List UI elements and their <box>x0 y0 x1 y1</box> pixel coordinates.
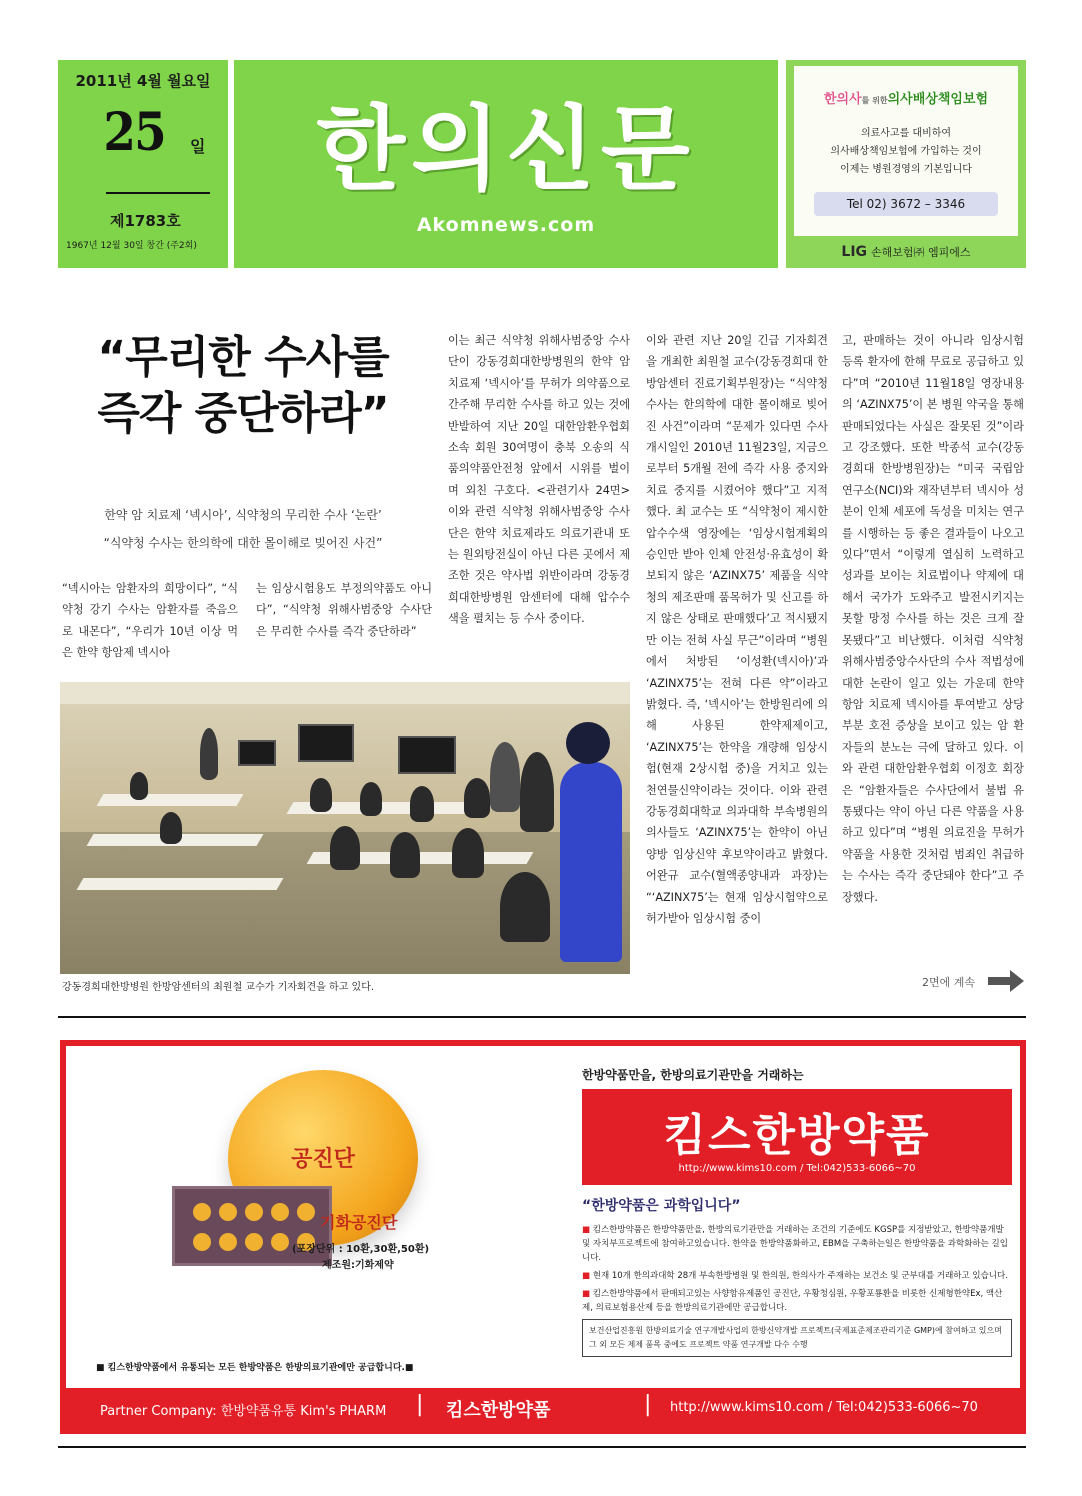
divider <box>58 1446 1026 1448</box>
article-subhead-2: “식약청 수사는 한의학에 대한 몰이해로 빚어진 사건” <box>103 536 383 550</box>
article-column-2: 는 임상시험용도 부정의약품도 아니다”, “식약청 위해사범중앙 수사단은 무리한 수사를 즉각 중단하라” <box>256 582 432 638</box>
newspaper-title: 한의신문 <box>316 95 696 203</box>
arrow-right-icon[interactable] <box>988 970 1024 992</box>
date-box <box>58 60 228 268</box>
divider <box>106 192 210 194</box>
kims-pharm-ad[interactable] <box>60 1040 1026 1434</box>
insurance-ad-panel <box>794 66 1018 236</box>
separator: | <box>644 1392 652 1417</box>
insurance-ad-heading-green: 의사배상책임보험 <box>887 92 989 107</box>
masthead <box>58 60 1026 268</box>
product-spec: (포장단위 : 10환,30환,50환) <box>292 1244 430 1255</box>
list-item: ■ 현재 10개 한의과대학 28개 부속한방병원 및 한의원, 한의사가 주재하는 보건소 및 군부대를 거래하고 있습니다. <box>582 1269 1012 1283</box>
tv-screen-icon <box>238 740 276 766</box>
headline-line-2: 즉각 중단하라” <box>97 388 389 439</box>
press-conference-photo <box>60 682 630 974</box>
insurance-ad-line: 의료사고를 대비하여 <box>860 128 952 139</box>
brand-banner <box>582 1089 1012 1185</box>
lig-logo: LIG <box>841 244 868 260</box>
photographer <box>560 762 622 962</box>
article-subhead-1: 한약 암 치료제 ‘넥시아’, 식약청의 무리한 수사 ‘논란’ <box>104 508 382 522</box>
orange-label: 공진단 <box>291 1147 355 1172</box>
separator: | <box>416 1392 424 1417</box>
ad-right-panel <box>582 1066 1012 1357</box>
ad-bullet-list <box>582 1223 1012 1315</box>
ad-box-note: 보건산업진흥원 한방의료기술 연구개발사업의 한방신약개발 프로젝트(국제표준제조관리기준 GMP)에 참여하고 있으며 그 외 모든 제제 품목 중에도 프로젝트 약품 연구개발 다수 수행 <box>582 1319 1012 1357</box>
brand-url[interactable]: http://www.kims10.com / Tel:042)533-6066~70 <box>678 1163 916 1174</box>
article-column-3: 이는 최근 식약청 위해사범중앙 수사단이 강동경희대한방병원의 한약 암 치료제 ‘넥시아’를 무허가 의약품으로 간주해 무리한 수사를 하고 있는 것에 반발하여 지난 20일 대한암환우협회 소속 회원 30여명이 충북 오송의 식품의약품안전청 앞에서 시위를 벌이며 외친 구호다. <관련기사 24면> 이와 관련 식약청 위해사범중앙 수사단은 한약 치료제라도 의료기관내 또는 원외탕전실이 아닌 다른 곳에서 제조한 것은 약사법 위반이라며 강동경희대한방병원 암센터에 대해 압수수색을 펼치는 등 수사 중이다. <box>448 334 630 626</box>
brand-name: 킴스한방약품 <box>663 1110 931 1161</box>
ad-tagline: 한방약품만을, 한방의료기관만을 거래하는 <box>582 1068 804 1082</box>
footer-url[interactable]: http://www.kims10.com / Tel:042)533-6066~70 <box>670 1400 978 1415</box>
list-item: ■ 킴스한방약품에서 판매되고있는 사향함유제품인 공진단, 우황청심원, 우황포룡환을 비롯한 신제형한약Ex, 액산제, 의료보험용산제 등을 한방의료기관에만 공급합니다. <box>582 1287 1012 1315</box>
partner-label: Partner Company: 한방약품유통 Kim's PHARM <box>100 1404 387 1419</box>
tv-screen-icon <box>398 736 456 774</box>
headline-line-1: “무리한 수사를 <box>97 332 389 383</box>
insurance-ad-line: 의사배상책임보험에 가입하는 것이 <box>830 146 982 157</box>
ad-footer-bar <box>66 1388 1020 1428</box>
insurance-ad-heading <box>794 88 1018 107</box>
article-column-4: 이와 관련 지난 20일 긴급 기자회견을 개최한 최원철 교수(강동경희대 한방암센터 진료기획부원장)는 “식약청 수사는 한의학에 대한 몰이해로 빚어진 사건”이라며 “문제가 있다면 수사 개시일인 2010년 11월23일, 지금으로부터 5개월 전에 즉각 사용 중지와 치료 중지를 시켰어야 했다”고 지적했다. 최 교수는 또 “식약청이 제시한 압수수색 영장에는 ‘임상시험계획의 승인만 받아 인체 안전성·유효성이 확보되지 않은 ‘AZINX75’ 제품을 식약청의 제조판매 품목허가 및 신고를 하지 않은 상태로 판매했다’고 적시됐지만 이는 전혀 사실 무근”이라며 “병원에서 처방된 ‘이성환(넥시아)’과 ‘AZINX75’는 전혀 다른 약”이라고 밝혔다. 즉, ‘넥시아’는 한방원리에 의해 사용된 한약제제이고, ‘AZINX75’는 한약을 개량해 임상시험(현재 2상시험 중)을 거치고 있는 천연물신약이라는 것이다. 이와 관련 강동경희대학교 의과대학 부속병원의 의사들도 ‘AZINX75’는 한약이 아닌 양방 임상신약 후보약이라고 밝혔다. 어완규 교수(혈액종양내과 과장)는 “‘AZINX75’는 현재 임상시험약으로 허가받아 임상시험 중이 <box>646 334 828 925</box>
insurance-ad-tel: Tel 02) 3672 – 3346 <box>814 192 998 216</box>
insurance-ad-heading-small: 를 위한 <box>861 96 888 105</box>
issue-number: 제1783호 <box>110 212 181 230</box>
product-name: 기화공진단 <box>320 1213 398 1232</box>
photo-caption: 강동경희대한방병원 한방암센터의 최원철 교수가 기자회견을 하고 있다. <box>62 982 375 993</box>
list-item: ■ 킴스한방약품은 한방약품만을, 한방의료기관만을 거래하는 조건의 기준에도 KGSP를 지정받았고, 한방약품개발 및 자치부프로젝트에 참여하고있습니다. 한약을 한방약품화하고, EBM을 구축하는일은 한방약품을 과학화하는 길입니다. <box>582 1223 1012 1265</box>
tv-screen-icon <box>298 724 354 762</box>
divider <box>58 1016 1026 1018</box>
insurance-ad-heading-pink: 한의사 <box>823 92 862 107</box>
speaker <box>200 728 218 780</box>
insurance-ad-logo <box>786 244 1026 260</box>
product-maker: 제조원:기화제약 <box>322 1260 394 1271</box>
continue-label[interactable]: 2면에 계속 <box>922 976 975 989</box>
day-suffix: 일 <box>190 137 206 156</box>
title-box <box>234 60 778 268</box>
article-column-5: 고, 판매하는 것이 아니라 임상시험 등록 환자에 한해 무료로 공급하고 있다”며 “2010년 11월18일 영장내용의 ‘AZINX75’이 본 병원 약국을 통해 판매되었다는 사실은 잘못된 것”이라고 강조했다. 또한 박종석 교수(강동경희대 한방병원장)는 “미국 국립암연구소(NCI)와 재작년부터 넥시아 성분이 인체 세포에 독성을 미치는 연구를 시행하는 등 좋은 결과들이 나오고 있다”면서 “이렇게 열심히 노력하고 성과를 보이는 치료법이나 약제에 대해서 국가가 도와주고 발전시키지는 못할 망정 수사를 하는 것은 크게 잘못됐다”고 비난했다. 이처럼 식약청 위해사범중앙수사단의 수사 적법성에 대한 논란이 일고 있는 가운데 한약 항암 치료제 넥시아를 투여받고 상당 부분 호전 증상을 보이고 있는 암 환자들의 분노는 극에 달하고 있다. 이와 관련 대한암환우협회 이정호 회장은 “암환자들은 수사단에서 불법 유통됐다는 약이 아닌 다른 약품을 사용하고 있다”며 “병원 의료진을 무허가 약품을 사용한 것처럼 범죄인 취급하는 수사는 즉각 중단돼야 한다”고 주장했다. <box>842 334 1024 904</box>
newspaper-url[interactable]: Akomnews.com <box>416 214 596 236</box>
footer-brand: 킴스한방약품 <box>446 1400 551 1421</box>
ad-slogan: “한방약품은 과학입니다” <box>582 1198 741 1214</box>
day-number: 25 <box>103 102 165 163</box>
date-line: 2011년 4월 월요일 <box>75 72 211 90</box>
article-column-1: “넥시아는 암환자의 희망이다”, “식약청 강기 수사는 암환자를 죽음으로 내몬다”, “우리가 10년 이상 먹은 한약 항암제 넥시아 <box>62 582 238 660</box>
insurance-ad[interactable] <box>786 60 1026 268</box>
insurance-ad-line: 이제는 병원경영의 기본입니다 <box>840 164 972 175</box>
ad-foot-note: ■ 킴스한방약품에서 유통되는 모든 한방약품은 한방의료기관에만 공급합니다.■ <box>96 1363 414 1373</box>
article-headline <box>58 330 428 442</box>
insurance-company: 손해보험㈜ 엠피에스 <box>871 246 971 259</box>
founded-date: 1967년 12월 30일 창간 (주2회) <box>66 241 197 251</box>
